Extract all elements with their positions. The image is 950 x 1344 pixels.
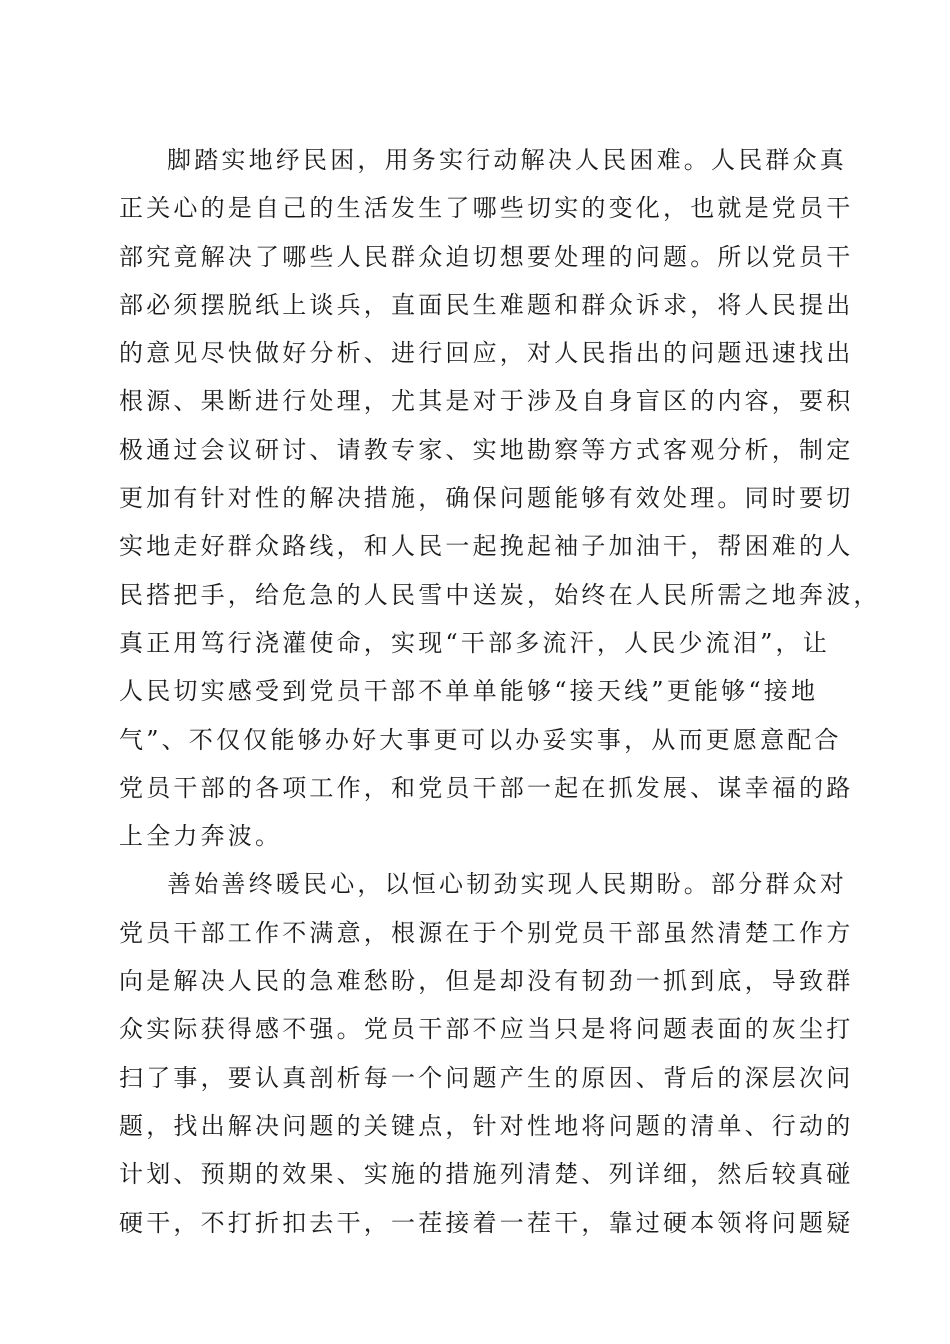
- paragraph-line: 部必须摆脱纸上谈兵，直面民生难题和群众诉求，将人民提出: [119, 290, 854, 319]
- paragraph-line: 真正用笃行浇灌使命，实现“干部多流汗，人民少流泪”，让: [119, 628, 830, 657]
- paragraph-line: 正关心的是自己的生活发生了哪些切实的变化，也就是党员干: [119, 194, 854, 223]
- paragraph-line: 民搭把手，给危急的人民雪中送炭，始终在人民所需之地奔波，: [119, 580, 881, 609]
- paragraph-line: 善始善终暖民心，以恒心韧劲实现人民期盼。部分群众对: [167, 870, 847, 899]
- paragraph-line: 硬干，不打折扣去干，一茬接着一茬干，靠过硬本领将问题疑: [119, 1208, 854, 1237]
- paragraph-line: 党员干部工作不满意，根源在于个别党员干部虽然清楚工作方: [119, 918, 854, 947]
- paragraph-line: 题，找出解决问题的关键点，针对性地将问题的清单、行动的: [119, 1111, 854, 1140]
- paragraph-line: 人民切实感受到党员干部不单单能够“接天线”更能够“接地: [119, 677, 819, 706]
- paragraph-line: 党员干部的各项工作，和党员干部一起在抓发展、谋幸福的路: [119, 773, 854, 802]
- paragraph-line: 部究竟解决了哪些人民群众迫切想要处理的问题。所以党员干: [119, 242, 854, 271]
- paragraph-line: 的意见尽快做好分析、进行回应，对人民指出的问题迅速找出: [119, 339, 854, 368]
- paragraph-line: 上全力奔波。: [119, 822, 283, 851]
- paragraph-line: 众实际获得感不强。党员干部不应当只是将问题表面的灰尘打: [119, 1015, 854, 1044]
- paragraph-line: 脚踏实地纾民困，用务实行动解决人民困难。人民群众真: [167, 146, 847, 174]
- document-body: [119, 136, 881, 1247]
- paragraph-line: 根源、果断进行处理，尤其是对于涉及自身盲区的内容，要积: [119, 387, 854, 416]
- paragraph-line: 计划、预期的效果、实施的措施列清楚、列详细，然后较真碰: [119, 1160, 854, 1189]
- paragraph-line: 更加有针对性的解决措施，确保问题能够有效处理。同时要切: [119, 484, 854, 513]
- paragraph-2: [119, 860, 854, 1246]
- paragraph-line: 实地走好群众路线，和人民一起挽起袖子加油干，帮困难的人: [119, 532, 854, 561]
- paragraph-line: 极通过会议研讨、请教专家、实地勘察等方式客观分析，制定: [119, 435, 854, 464]
- paragraph-line: 向是解决人民的急难愁盼，但是却没有韧劲一抓到底，导致群: [119, 967, 854, 996]
- paragraph-1: [119, 136, 881, 860]
- paragraph-line: 扫了事，要认真剖析每一个问题产生的原因、背后的深层次问: [119, 1063, 854, 1092]
- paragraph-line: 气”、不仅仅能够办好大事更可以办妥实事，从而更愿意配合: [119, 725, 842, 754]
